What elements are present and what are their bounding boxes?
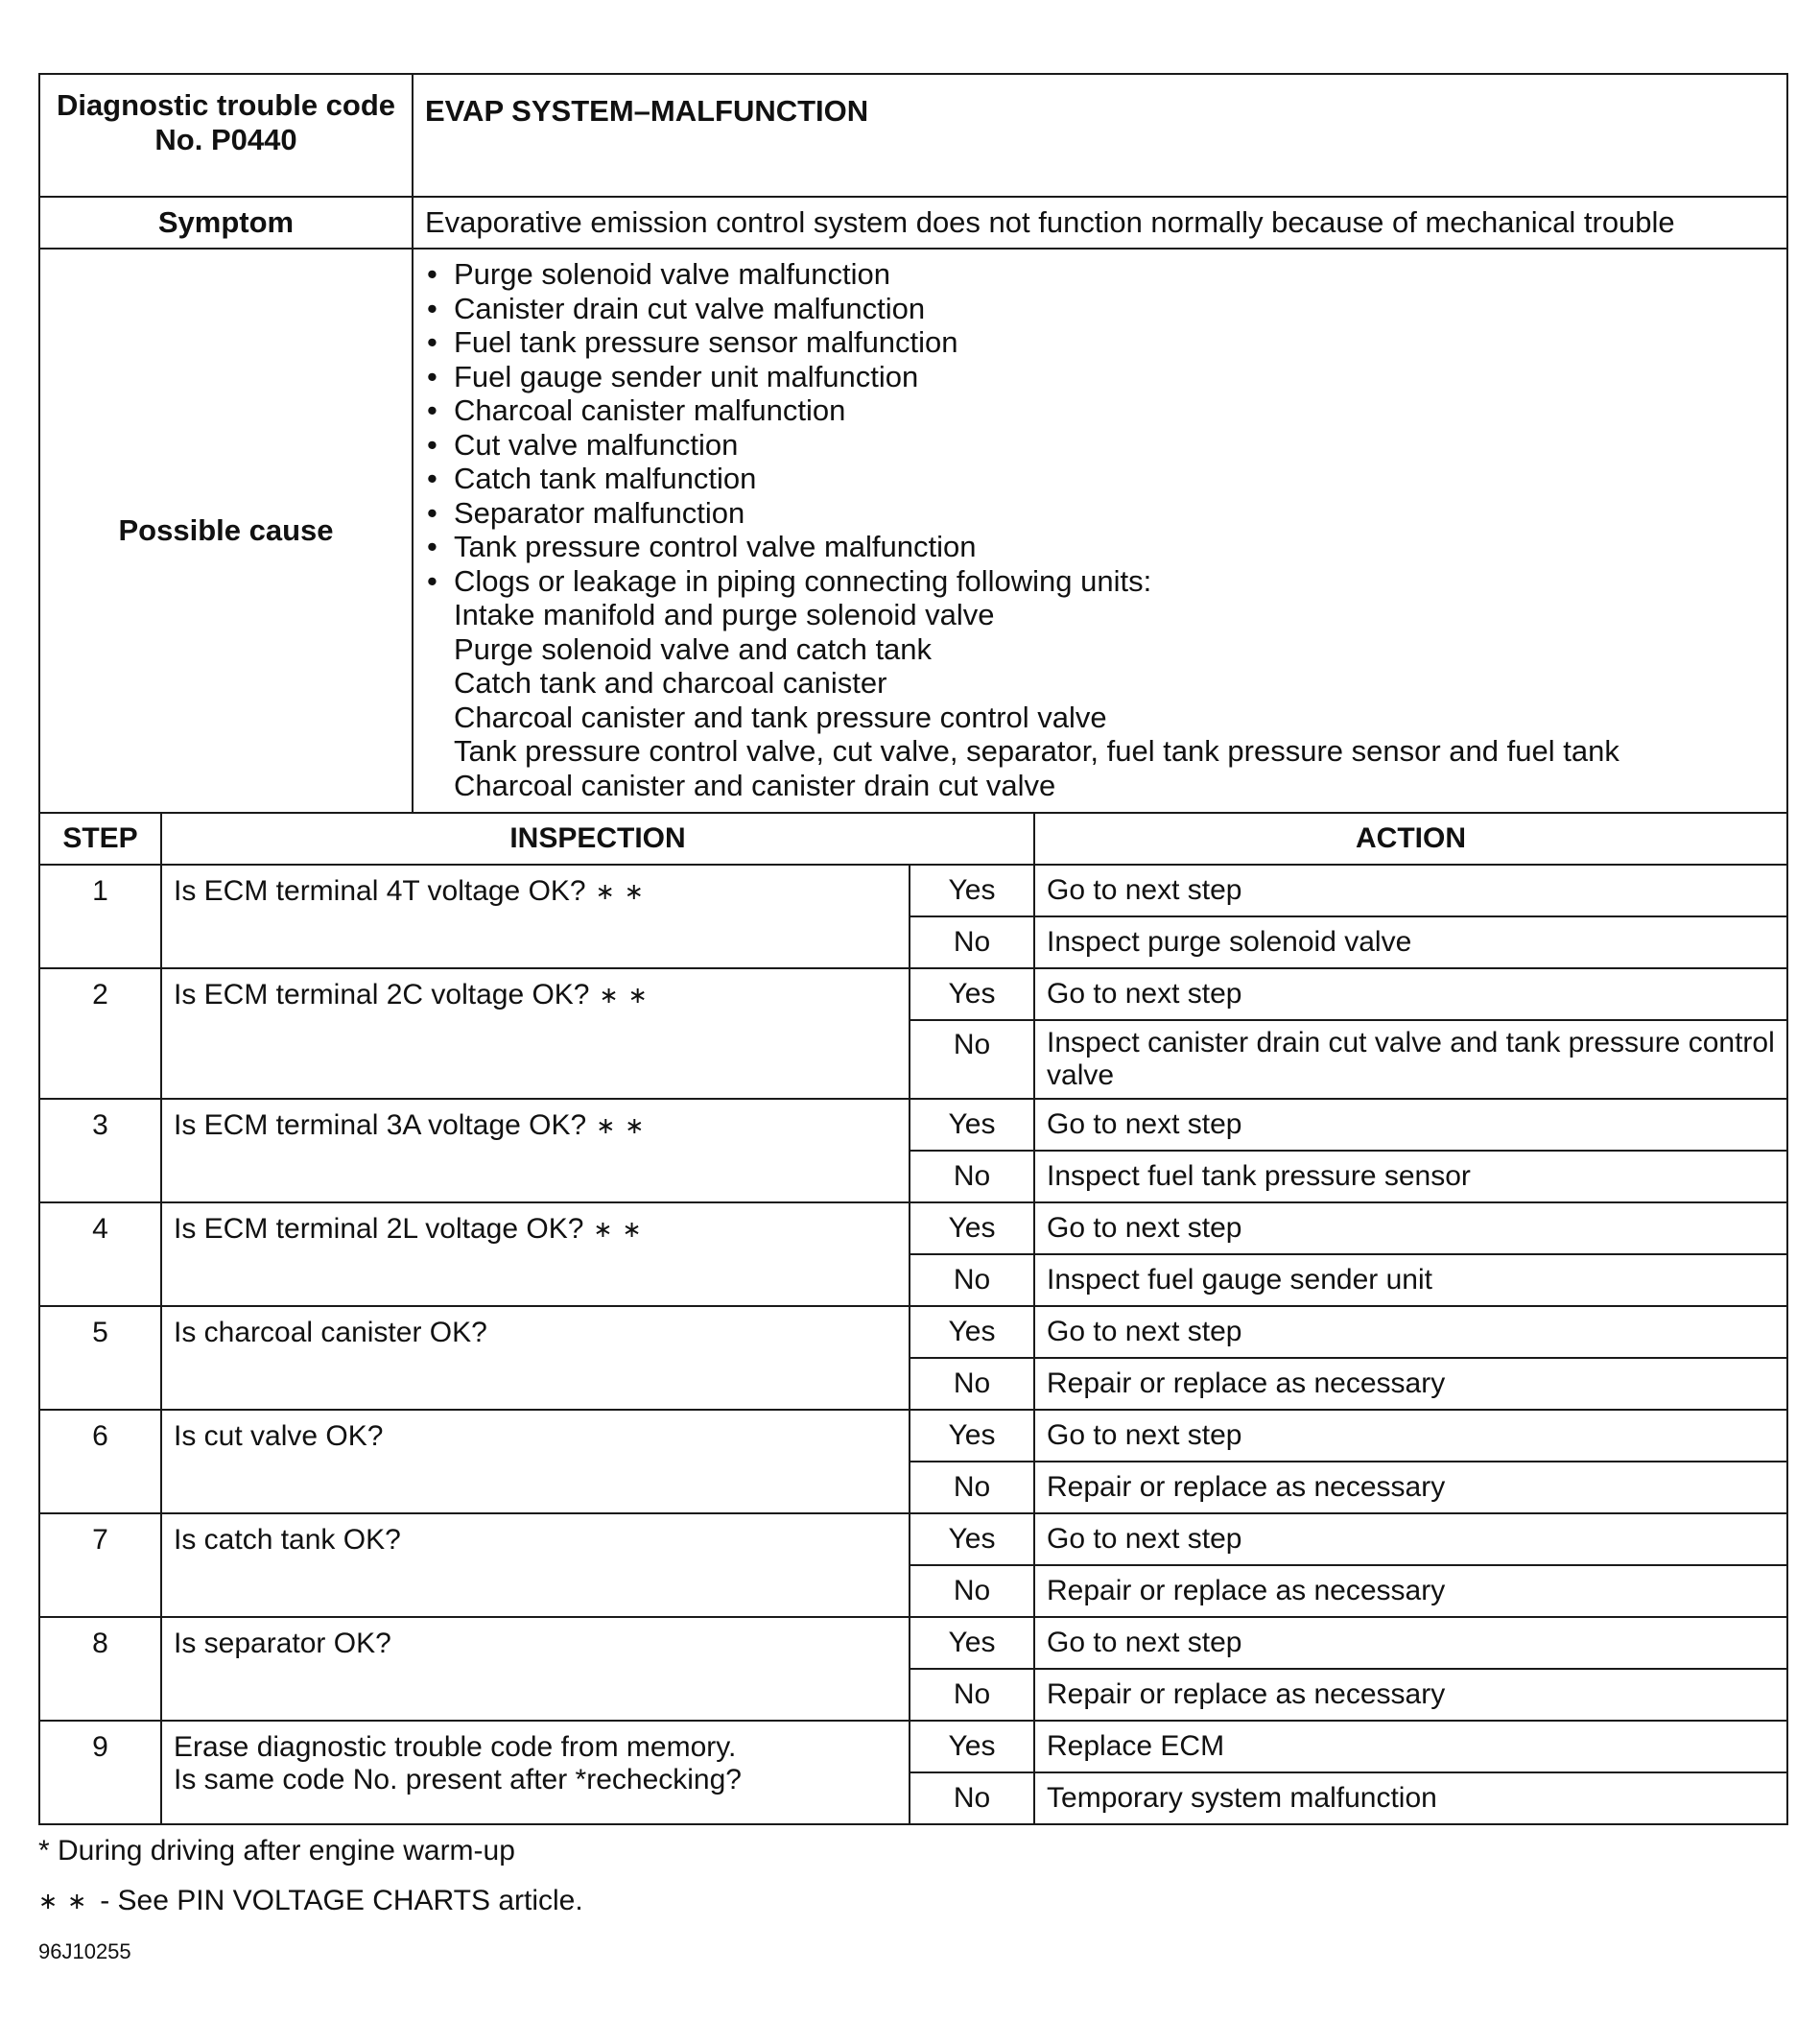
step-number: 8 <box>39 1617 161 1721</box>
no-label: No <box>910 1772 1034 1824</box>
question-text: Is ECM terminal 2L voltage OK? <box>174 1212 584 1245</box>
yes-action: Go to next step <box>1034 1410 1787 1462</box>
no-action: Inspect canister drain cut valve and tank pressure control valve <box>1034 1020 1787 1099</box>
inspection-question <box>161 1721 910 1824</box>
yes-action: Go to next step <box>1034 1099 1787 1151</box>
pin-voltage-mark: ∗∗ <box>599 982 657 1009</box>
cause-list <box>425 257 1775 598</box>
figure-id: 96J10255 <box>38 1938 131 1963</box>
yes-action: Go to next step <box>1034 1306 1787 1358</box>
step-number: 4 <box>39 1202 161 1306</box>
no-label: No <box>910 1462 1034 1513</box>
cause-item: • Clogs or leakage in piping connecting following units: <box>425 564 1775 599</box>
question-line: Erase diagnostic trouble code from memory. <box>174 1730 737 1763</box>
column-header-row <box>39 813 1787 865</box>
step-number: 3 <box>39 1099 161 1202</box>
no-label: No <box>910 1254 1034 1306</box>
no-action: Repair or replace as necessary <box>1034 1462 1787 1513</box>
inspection-question: Is catch tank OK? <box>161 1513 910 1617</box>
step-number: 7 <box>39 1513 161 1617</box>
symptom-row <box>39 197 1787 249</box>
yes-label: Yes <box>910 1410 1034 1462</box>
dtc-label: Diagnostic trouble code No. P0440 <box>39 74 413 197</box>
inspection-question <box>161 865 910 968</box>
yes-label: Yes <box>910 968 1034 1020</box>
no-action: Temporary system malfunction <box>1034 1772 1787 1824</box>
yes-action: Go to next step <box>1034 1202 1787 1254</box>
table-row <box>39 1617 1787 1669</box>
no-action: Repair or replace as necessary <box>1034 1565 1787 1617</box>
question-line: Is same code No. present after *rechecking? <box>174 1763 742 1795</box>
piping-unit: Tank pressure control valve, cut valve, separator, fuel tank pressure sensor and fuel tank <box>454 734 1619 768</box>
step-number: 9 <box>39 1721 161 1824</box>
yes-action: Go to next step <box>1034 1513 1787 1565</box>
yes-action: Replace ECM <box>1034 1721 1787 1772</box>
table-row <box>39 1306 1787 1358</box>
pin-voltage-mark: ∗∗ <box>595 878 653 905</box>
no-action: Inspect purge solenoid valve <box>1034 916 1787 968</box>
piping-unit: Intake manifold and purge solenoid valve <box>454 598 995 631</box>
symptom-label: Symptom <box>39 197 413 249</box>
yes-label: Yes <box>910 1721 1034 1772</box>
table-row <box>39 1513 1787 1565</box>
inspection-question: Is cut valve OK? <box>161 1410 910 1513</box>
pin-voltage-mark: ∗∗ <box>596 1112 654 1139</box>
footnote-pin-voltage <box>38 1885 1786 1918</box>
yes-label: Yes <box>910 865 1034 916</box>
inspection-column-header: INSPECTION <box>161 813 1034 865</box>
cause-item: • Purge solenoid valve malfunction <box>425 257 1775 292</box>
inspection-question: Is separator OK? <box>161 1617 910 1721</box>
table-row <box>39 865 1787 916</box>
question-text: Is ECM terminal 4T voltage OK? <box>174 874 586 907</box>
no-label: No <box>910 916 1034 968</box>
diagnostic-sheet <box>38 73 1786 1964</box>
cause-item: • Fuel gauge sender unit malfunction <box>425 360 1775 394</box>
yes-label: Yes <box>910 1099 1034 1151</box>
inspection-question <box>161 968 910 1099</box>
step-number: 5 <box>39 1306 161 1410</box>
dtc-title: EVAP SYSTEM–MALFUNCTION <box>413 74 1787 197</box>
cause-item: • Tank pressure control valve malfunction <box>425 530 1775 564</box>
cause-item: • Cut valve malfunction <box>425 428 1775 463</box>
step-number: 6 <box>39 1410 161 1513</box>
cause-item: • Canister drain cut valve malfunction <box>425 292 1775 326</box>
cause-list-cell <box>413 249 1787 813</box>
no-label: No <box>910 1669 1034 1721</box>
cause-row <box>39 249 1787 813</box>
no-label: No <box>910 1358 1034 1410</box>
no-label: No <box>910 1020 1034 1099</box>
dtc-row <box>39 74 1787 197</box>
symptom-text: Evaporative emission control system does not function normally because of mechanical trouble <box>413 197 1787 249</box>
piping-unit: Charcoal canister and canister drain cut valve <box>454 768 1056 802</box>
yes-action: Go to next step <box>1034 968 1787 1020</box>
footnotes <box>38 1835 1786 1918</box>
pin-voltage-mark: ∗∗ <box>38 1888 97 1914</box>
no-action: Repair or replace as necessary <box>1034 1669 1787 1721</box>
table-row <box>39 1099 1787 1151</box>
step-column-header: STEP <box>39 813 161 865</box>
cause-item: • Separator malfunction <box>425 496 1775 531</box>
pin-voltage-mark: ∗∗ <box>593 1216 651 1243</box>
inspection-question <box>161 1099 910 1202</box>
footnote-driving: * During driving after engine warm-up <box>38 1834 515 1866</box>
no-label: No <box>910 1565 1034 1617</box>
yes-label: Yes <box>910 1513 1034 1565</box>
footnote-text: - See PIN VOLTAGE CHARTS article. <box>100 1884 583 1916</box>
question-text: Is ECM terminal 2C voltage OK? <box>174 978 590 1010</box>
table-row <box>39 968 1787 1020</box>
question-text: Is ECM terminal 3A voltage OK? <box>174 1108 587 1141</box>
table-row <box>39 1721 1787 1772</box>
inspection-question: Is charcoal canister OK? <box>161 1306 910 1410</box>
no-action: Repair or replace as necessary <box>1034 1358 1787 1410</box>
yes-label: Yes <box>910 1306 1034 1358</box>
yes-action: Go to next step <box>1034 865 1787 916</box>
yes-action: Go to next step <box>1034 1617 1787 1669</box>
action-column-header: ACTION <box>1034 813 1787 865</box>
yes-label: Yes <box>910 1617 1034 1669</box>
dtc-header-table <box>38 73 1788 814</box>
piping-unit: Charcoal canister and tank pressure control valve <box>454 700 1107 734</box>
inspection-table <box>38 812 1788 1825</box>
no-action: Inspect fuel gauge sender unit <box>1034 1254 1787 1306</box>
no-action: Inspect fuel tank pressure sensor <box>1034 1151 1787 1202</box>
inspection-question <box>161 1202 910 1306</box>
yes-label: Yes <box>910 1202 1034 1254</box>
step-number: 2 <box>39 968 161 1099</box>
piping-unit: Catch tank and charcoal canister <box>454 666 887 700</box>
no-label: No <box>910 1151 1034 1202</box>
piping-unit: Purge solenoid valve and catch tank <box>454 631 933 666</box>
cause-item: • Catch tank malfunction <box>425 462 1775 496</box>
cause-item: • Fuel tank pressure sensor malfunction <box>425 325 1775 360</box>
table-row <box>39 1410 1787 1462</box>
cause-label: Possible cause <box>39 249 413 813</box>
table-row <box>39 1202 1787 1254</box>
cause-item: • Charcoal canister malfunction <box>425 393 1775 428</box>
step-number: 1 <box>39 865 161 968</box>
